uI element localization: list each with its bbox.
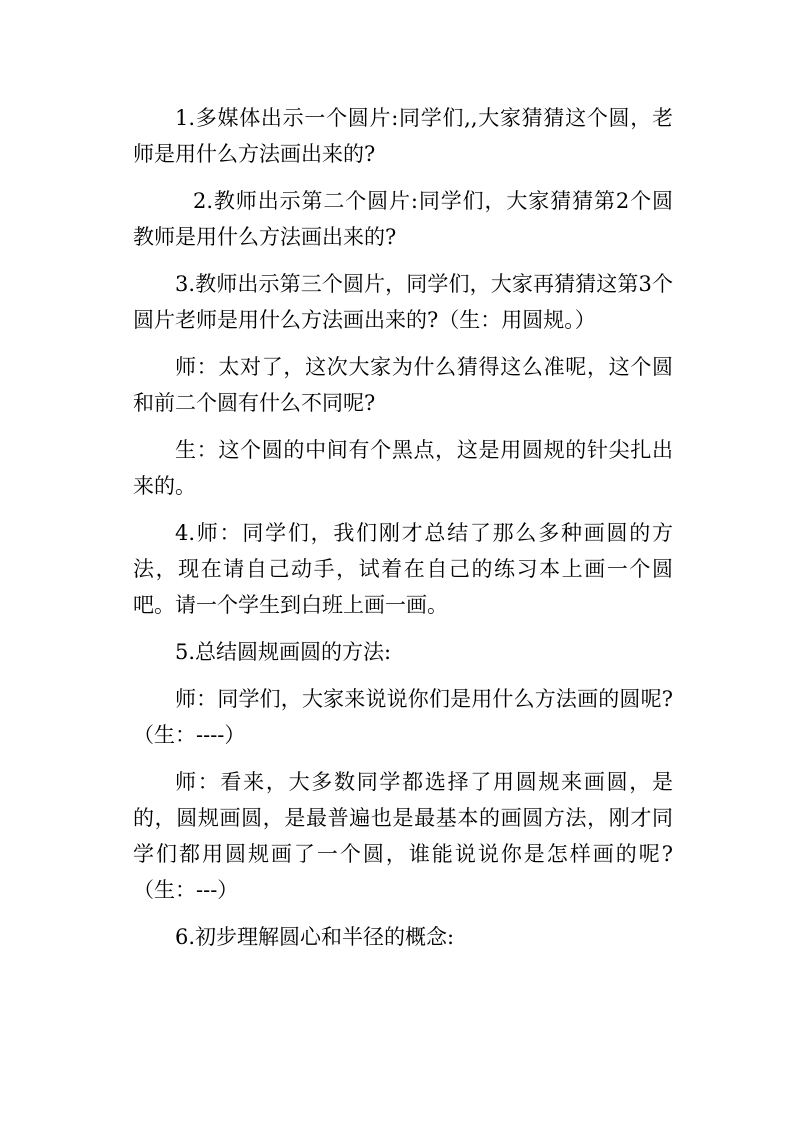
paragraph-9: 师：看来，大多数同学都选择了用圆规来画圆，是的，圆规画圆，是最普遍也是最基本的画圆方法，刚才同学们都用圆规画了一个圆，谁能说说你是怎样画的呢?（生：---）: [133, 770, 673, 902]
paragraph-2: 2.教师出示第二个圆片:同学们，大家猜猜第2个圆教师是用什么方法画出来的?: [133, 189, 673, 249]
paragraph-7: 5.总结圆规画圆的方法:: [175, 640, 392, 664]
paragraph-10: 6.初步理解圆心和半径的概念:: [175, 925, 455, 949]
document-body: [133, 100, 673, 966]
paragraph-6: 4.师：同学们，我们刚才总结了那么多种画圆的方法，现在请自己动手，试着在自己的练习本上画一个圆吧。请一个学生到白班上画一画。: [133, 521, 673, 617]
paragraph-1: 1.多媒体出示一个圆片:同学们,,大家猜猜这个圆，老师是用什么方法画出来的?: [133, 106, 673, 166]
paragraph-4: 师：太对了，这次大家为什么猜得这么准呢，这个圆和前二个圆有什么不同呢?: [133, 355, 673, 415]
paragraph-5: 生：这个圆的中间有个黑点，这是用圆规的针尖扎出来的。: [133, 438, 673, 498]
paragraph-8: 师：同学们，大家来说说你们是用什么方法画的圆呢?（生：----）: [133, 687, 673, 747]
paragraph-3: 3.教师出示第三个圆片，同学们，大家再猜猜这第3个圆片老师是用什么方法画出来的?（生：用圆规。）: [133, 272, 673, 332]
